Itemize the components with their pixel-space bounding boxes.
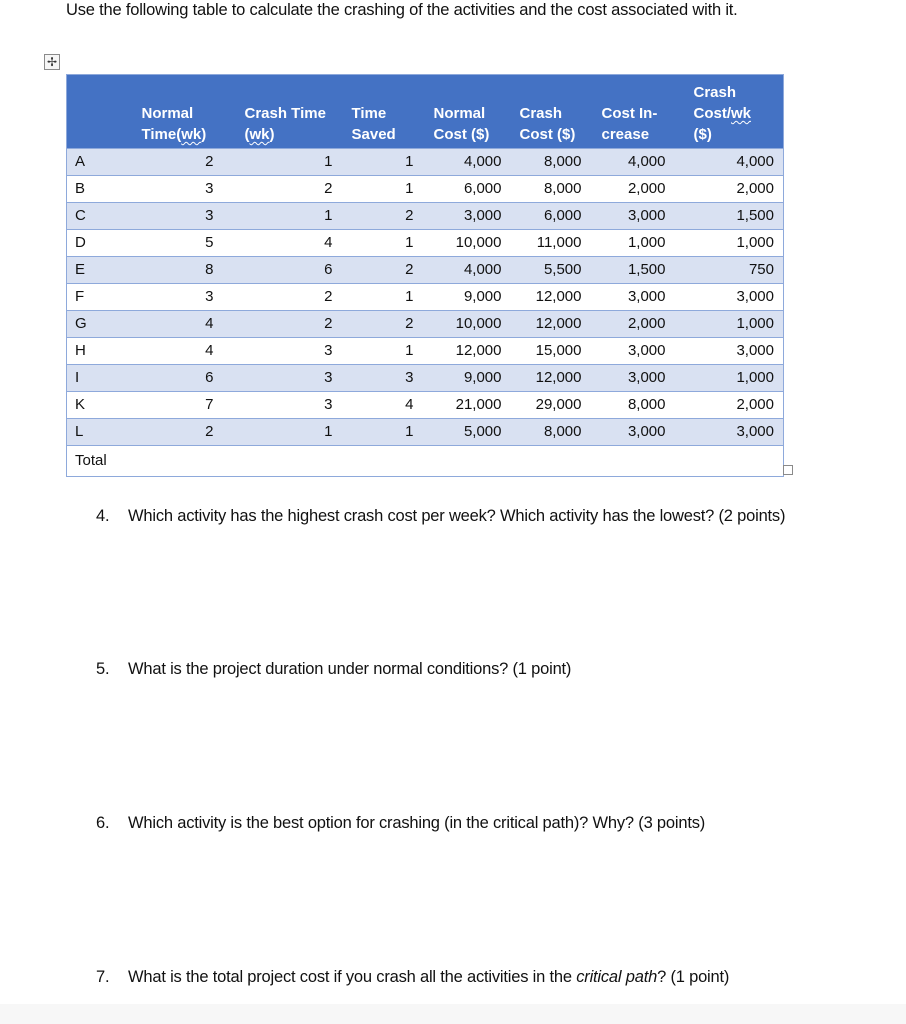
table-row <box>67 203 784 230</box>
cell-normal-time[interactable]: 7 <box>142 392 214 419</box>
question-text-part: ? (1 point) <box>657 968 730 986</box>
cell-crash-cost[interactable]: 8,000 <box>502 176 582 203</box>
question-text-part: What is the total project cost if you crash all the activities in the <box>128 968 577 986</box>
cell-crash-cost-per-wk[interactable]: 2,000 <box>676 392 784 419</box>
header-normal-time-line1: Normal <box>141 105 194 122</box>
cell-crash-cost-per-wk[interactable]: 1,000 <box>676 365 784 392</box>
header-normal-time-line2 <box>142 124 214 145</box>
cell-crash-cost-per-wk[interactable]: 750 <box>676 257 784 284</box>
cell-normal-cost[interactable]: 5,000 <box>414 419 502 446</box>
cell-crash-time[interactable]: 1 <box>214 149 333 176</box>
table-header-row <box>67 75 784 149</box>
cell-time-saved[interactable]: 1 <box>333 176 414 203</box>
cell-cost-increase[interactable]: 1,000 <box>582 230 676 257</box>
cell-cost-increase[interactable]: 1,500 <box>582 257 676 284</box>
cell-time-saved[interactable]: 1 <box>333 419 414 446</box>
header-crash-time-line2 <box>245 124 333 145</box>
header-crash-cost-per-wk-line3: ($) <box>693 126 712 143</box>
cell-activity[interactable]: D <box>67 230 142 257</box>
question-6 <box>96 813 705 833</box>
cell-normal-time[interactable]: 2 <box>142 149 214 176</box>
question-text <box>128 967 729 987</box>
cell-crash-cost-per-wk[interactable]: 1,500 <box>676 203 784 230</box>
table-resize-handle[interactable] <box>783 465 793 475</box>
header-activity <box>67 75 142 149</box>
activity-table <box>66 74 784 477</box>
cell-activity[interactable]: E <box>67 257 142 284</box>
header-text: Cost/ <box>693 105 731 122</box>
cell-normal-cost[interactable]: 4,000 <box>414 149 502 176</box>
cell-normal-cost[interactable]: 9,000 <box>414 284 502 311</box>
header-text: ) <box>269 126 275 143</box>
cell-cost-increase[interactable]: 3,000 <box>582 338 676 365</box>
cell-cost-increase[interactable]: 3,000 <box>582 365 676 392</box>
cell-cost-increase[interactable]: 2,000 <box>582 311 676 338</box>
cell-cost-increase[interactable]: 3,000 <box>582 419 676 446</box>
cell-normal-cost[interactable]: 6,000 <box>414 176 502 203</box>
cell-crash-cost[interactable]: 8,000 <box>502 149 582 176</box>
header-normal-time <box>142 75 214 149</box>
table-move-handle-icon[interactable]: ✢ <box>44 54 60 70</box>
cell-cost-increase[interactable]: 4,000 <box>582 149 676 176</box>
cell-crash-cost[interactable]: 8,000 <box>502 419 582 446</box>
cell-time-saved[interactable]: 1 <box>333 338 414 365</box>
cell-crash-time[interactable]: 6 <box>214 257 333 284</box>
cell-total-crash-time[interactable] <box>214 446 333 477</box>
cell-time-saved[interactable]: 3 <box>333 365 414 392</box>
header-time-saved-line2: Saved <box>351 126 396 143</box>
cell-time-saved[interactable]: 4 <box>333 392 414 419</box>
cell-normal-time[interactable]: 2 <box>142 419 214 446</box>
header-crash-time-line1: Crash Time <box>244 105 326 122</box>
header-crash-cost-line1: Crash <box>519 105 563 122</box>
cell-crash-time[interactable]: 1 <box>214 203 333 230</box>
table-row <box>67 311 784 338</box>
table-row <box>67 149 784 176</box>
cell-crash-cost-per-wk[interactable]: 4,000 <box>676 149 784 176</box>
cell-cost-increase[interactable]: 8,000 <box>582 392 676 419</box>
cell-crash-cost-per-wk[interactable]: 2,000 <box>676 176 784 203</box>
question-4 <box>96 506 785 526</box>
question-number: 6. <box>96 814 110 832</box>
cell-crash-cost[interactable]: 29,000 <box>502 392 582 419</box>
table-row <box>67 338 784 365</box>
table-row <box>67 257 784 284</box>
cell-crash-cost[interactable]: 12,000 <box>502 311 582 338</box>
question-text: Which activity is the best option for crashing (in the critical path)? Why? (3 points) <box>128 814 706 832</box>
cell-total-label[interactable]: Total <box>67 446 142 477</box>
cell-normal-time[interactable]: 3 <box>142 176 214 203</box>
question-5 <box>96 659 571 679</box>
cell-normal-cost[interactable]: 10,000 <box>414 230 502 257</box>
cell-total-crash-cost-per-wk[interactable] <box>676 446 784 477</box>
cell-total-crash-cost[interactable] <box>502 446 582 477</box>
cell-normal-time[interactable]: 3 <box>142 284 214 311</box>
cell-activity[interactable]: L <box>67 419 142 446</box>
header-crash-cost-per-wk-line1: Crash <box>693 84 737 101</box>
table-row <box>67 419 784 446</box>
header-normal-cost <box>414 75 502 149</box>
cell-normal-time[interactable]: 4 <box>142 338 214 365</box>
cell-normal-time[interactable]: 6 <box>142 365 214 392</box>
intro-text: Use the following table to calculate the crashing of the activities and the cost associated with it. <box>66 1 738 19</box>
cell-normal-cost[interactable]: 10,000 <box>414 311 502 338</box>
cell-normal-cost[interactable]: 4,000 <box>414 257 502 284</box>
table-total-row <box>67 446 784 477</box>
header-crash-cost <box>502 75 582 149</box>
cell-crash-cost[interactable]: 11,000 <box>502 230 582 257</box>
header-crash-cost-per-wk-line2 <box>694 103 784 124</box>
cell-crash-cost-per-wk[interactable]: 3,000 <box>676 419 784 446</box>
cell-cost-increase[interactable]: 3,000 <box>582 284 676 311</box>
header-crash-cost-line2: Cost ($) <box>519 126 576 143</box>
cell-normal-time[interactable]: 5 <box>142 230 214 257</box>
header-normal-cost-line1: Normal <box>433 105 486 122</box>
cell-total-normal-time[interactable] <box>142 446 214 477</box>
cell-normal-time[interactable]: 3 <box>142 203 214 230</box>
cell-total-cost-increase[interactable] <box>582 446 676 477</box>
cell-activity[interactable]: K <box>67 392 142 419</box>
header-time-saved-line1: Time <box>351 105 387 122</box>
cell-crash-time[interactable]: 2 <box>214 311 333 338</box>
cell-total-time-saved[interactable] <box>333 446 414 477</box>
header-crash-cost-per-wk <box>676 75 784 149</box>
table-row <box>67 176 784 203</box>
header-text: ) <box>201 126 207 143</box>
cell-crash-cost-per-wk[interactable]: 3,000 <box>676 338 784 365</box>
cell-crash-cost[interactable]: 12,000 <box>502 284 582 311</box>
cell-crash-cost-per-wk[interactable]: 3,000 <box>676 284 784 311</box>
cell-crash-cost[interactable]: 15,000 <box>502 338 582 365</box>
crashing-table <box>66 74 783 477</box>
cell-normal-cost[interactable]: 12,000 <box>414 338 502 365</box>
cell-activity[interactable]: I <box>67 365 142 392</box>
cell-normal-cost[interactable]: 3,000 <box>414 203 502 230</box>
header-cost-increase-line1: Cost In- <box>601 105 658 122</box>
cell-normal-cost[interactable]: 9,000 <box>414 365 502 392</box>
table-row <box>67 365 784 392</box>
cell-crash-time[interactable]: 2 <box>214 284 333 311</box>
cell-crash-cost-per-wk[interactable]: 1,000 <box>676 311 784 338</box>
question-7 <box>96 967 729 987</box>
cell-crash-time[interactable]: 3 <box>214 338 333 365</box>
cell-time-saved[interactable]: 2 <box>333 257 414 284</box>
cell-normal-time[interactable]: 8 <box>142 257 214 284</box>
header-crash-time <box>214 75 333 149</box>
table-row <box>67 284 784 311</box>
cell-time-saved[interactable]: 2 <box>333 203 414 230</box>
page-bottom-edge <box>0 1004 906 1024</box>
cell-cost-increase[interactable]: 3,000 <box>582 203 676 230</box>
table-row <box>67 230 784 257</box>
question-number: 4. <box>96 507 110 525</box>
question-text-emphasis: critical path <box>576 968 658 986</box>
question-text: What is the project duration under normal conditions? (1 point) <box>128 660 572 678</box>
question-number: 7. <box>96 968 110 986</box>
cell-time-saved[interactable]: 1 <box>333 230 414 257</box>
cell-crash-time[interactable]: 3 <box>214 392 333 419</box>
cell-crash-time[interactable]: 3 <box>214 365 333 392</box>
cell-crash-cost[interactable]: 5,500 <box>502 257 582 284</box>
cell-crash-time[interactable]: 1 <box>214 419 333 446</box>
cell-crash-time[interactable]: 4 <box>214 230 333 257</box>
header-cost-increase-line2: crease <box>601 126 650 143</box>
cell-activity[interactable]: A <box>67 149 142 176</box>
header-normal-cost-line2: Cost ($) <box>433 126 490 143</box>
header-text-spellcheck: wk <box>249 126 270 143</box>
header-cost-increase <box>582 75 676 149</box>
cell-cost-increase[interactable]: 2,000 <box>582 176 676 203</box>
cell-crash-cost[interactable]: 6,000 <box>502 203 582 230</box>
table-row <box>67 392 784 419</box>
cell-total-normal-cost[interactable] <box>414 446 502 477</box>
cell-time-saved[interactable]: 2 <box>333 311 414 338</box>
cell-activity[interactable]: C <box>67 203 142 230</box>
cell-activity[interactable]: H <box>67 338 142 365</box>
question-text: Which activity has the highest crash cost per week? Which activity has the lowest? (2 points) <box>128 507 786 525</box>
header-text: ( <box>244 126 250 143</box>
cell-crash-cost[interactable]: 12,000 <box>502 365 582 392</box>
cell-normal-cost[interactable]: 21,000 <box>414 392 502 419</box>
cell-time-saved[interactable]: 1 <box>333 284 414 311</box>
cell-activity[interactable]: F <box>67 284 142 311</box>
cell-crash-time[interactable]: 2 <box>214 176 333 203</box>
cell-activity[interactable]: G <box>67 311 142 338</box>
cell-activity[interactable]: B <box>67 176 142 203</box>
question-number: 5. <box>96 660 110 678</box>
header-text-spellcheck: wk <box>181 126 202 143</box>
header-text-spellcheck: wk <box>731 105 752 122</box>
header-text: Time( <box>141 126 182 143</box>
cell-normal-time[interactable]: 4 <box>142 311 214 338</box>
cell-time-saved[interactable]: 1 <box>333 149 414 176</box>
header-time-saved <box>333 75 414 149</box>
cell-crash-cost-per-wk[interactable]: 1,000 <box>676 230 784 257</box>
